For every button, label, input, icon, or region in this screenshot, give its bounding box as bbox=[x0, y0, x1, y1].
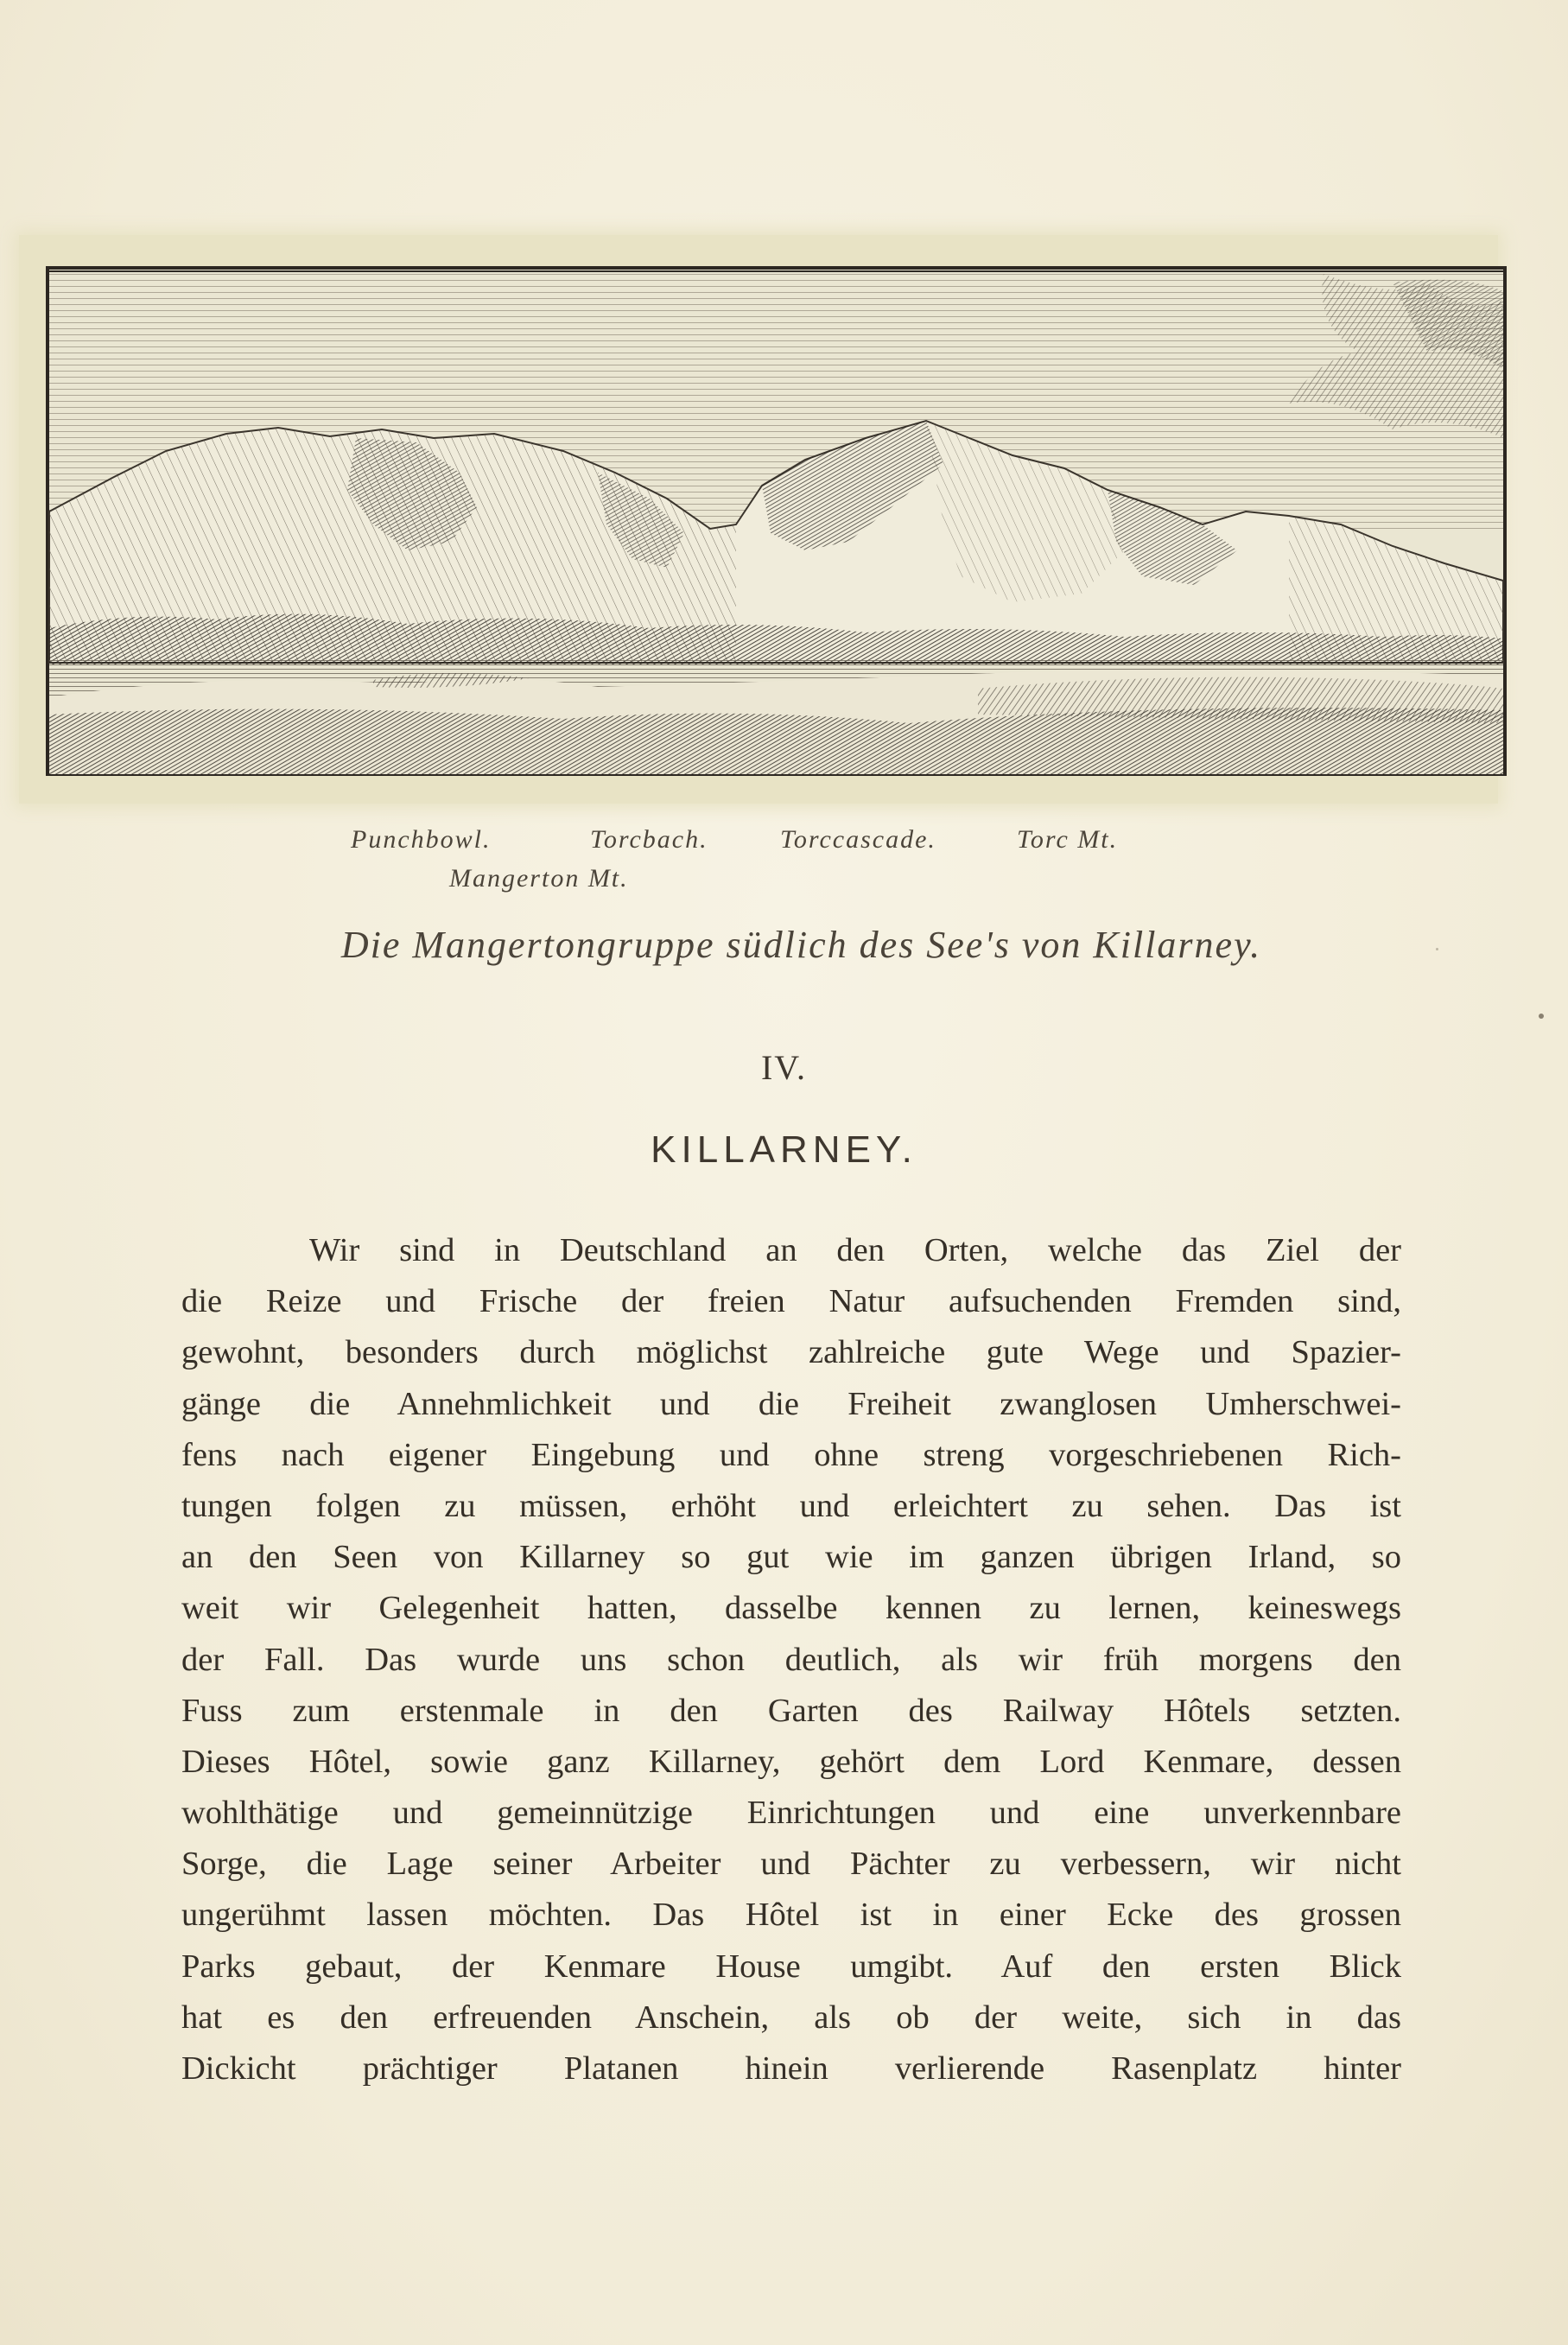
text-line: weit wir Gelegenheit hatten, dasselbe kennen zu lernen, keineswegs bbox=[181, 1590, 1401, 1627]
text-line: Wir sind in Deutschland an den Orten, welche das Ziel der bbox=[309, 1232, 1401, 1268]
chapter-title: KILLARNEY. bbox=[651, 1128, 917, 1171]
figure-label-torcbach: Torcbach. bbox=[590, 825, 708, 854]
paper-speck bbox=[1539, 1014, 1544, 1019]
figure-label-mangerton-mt: Mangerton Mt. bbox=[449, 864, 629, 893]
mountain-engraving-illustration bbox=[45, 265, 1508, 777]
text-line: an den Seen von Killarney so gut wie im ganzen übrigen Irland, so bbox=[181, 1539, 1401, 1576]
text-line: ungerühmt lassen möchten. Das Hôtel ist in einer Ecke des grossen bbox=[181, 1897, 1401, 1934]
text-line: gänge die Annehmlichkeit und die Freiheit zwanglosen Umherschwei- bbox=[181, 1385, 1401, 1422]
text-line: der Fall. Das wurde uns schon deutlich, als wir früh morgens den bbox=[181, 1641, 1401, 1678]
text-line: wohlthätige und gemeinnützige Einrichtungen und eine unverkennbare bbox=[181, 1795, 1401, 1832]
text-line: Parks gebaut, der Kenmare House umgibt. Auf den ersten Blick bbox=[181, 1948, 1401, 1985]
chapter-number: IV. bbox=[760, 1048, 808, 1087]
figure-labels bbox=[0, 825, 1568, 894]
figure-caption: Die Mangertongruppe südlich des See's von Killarney. bbox=[340, 924, 1262, 966]
body-text bbox=[181, 1225, 1401, 2094]
text-line: Dieses Hôtel, sowie ganz Killarney, gehört dem Lord Kenmare, dessen bbox=[181, 1743, 1401, 1780]
figure-label-torccascade: Torccascade. bbox=[780, 825, 936, 854]
text-line: die Reize und Frische der freien Natur aufsuchenden Fremden sind, bbox=[181, 1283, 1401, 1320]
text-line: Sorge, die Lage seiner Arbeiter und Pächter zu verbessern, wir nicht bbox=[181, 1846, 1401, 1883]
figure-label-torc-mt: Torc Mt. bbox=[1017, 825, 1119, 854]
text-line: Dickicht prächtiger Platanen hinein verlierende Rasenplatz hinter bbox=[181, 2050, 1401, 2087]
text-line: fens nach eigener Eingebung und ohne streng vorgeschriebenen Rich- bbox=[181, 1436, 1401, 1473]
text-line: tungen folgen zu müssen, erhöht und erleichtert zu sehen. Das ist bbox=[181, 1487, 1401, 1524]
text-line: Fuss zum erstenmale in den Garten des Railway Hôtels setzten. bbox=[181, 1692, 1401, 1729]
text-line: hat es den erfreuenden Anschein, als ob der weite, sich in das bbox=[181, 1999, 1401, 2036]
figure-label-punchbowl: Punchbowl. bbox=[351, 825, 492, 854]
paper-speck bbox=[1436, 948, 1438, 950]
text-line: gewohnt, besonders durch möglichst zahlreiche gute Wege und Spazier- bbox=[181, 1334, 1401, 1371]
